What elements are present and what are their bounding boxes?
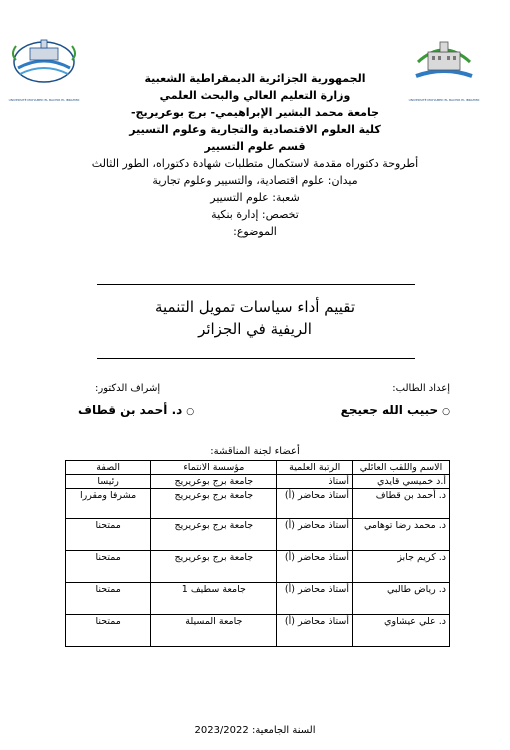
member-name: د. رياض طالبي <box>352 583 449 615</box>
bullet-icon: ○ <box>186 407 195 417</box>
member-name: د. كريم جابز <box>352 551 449 583</box>
member-name: أ.د خميسي قايدي <box>352 475 449 489</box>
subject-label: الموضوع: <box>233 225 277 238</box>
table-row <box>66 475 450 489</box>
member-institution: جامعة برج بوعريريج <box>151 475 277 489</box>
thesis-title <box>0 296 510 340</box>
committee-table <box>65 460 450 647</box>
member-role: ممتحنا <box>66 615 151 647</box>
logo-caption: UNIVERSITÉ MOHAMED EL BACHIR EL IBRAHIMI <box>8 98 80 102</box>
member-rank: أستاذ محاضر (أ) <box>277 583 353 615</box>
header-name: الاسم واللقب العائلي <box>352 461 449 475</box>
ministry-name: وزارة التعليم العالي والبحث العلمي <box>159 89 351 102</box>
committee-title: أعضاء لجنة المناقشة: <box>210 446 300 457</box>
table-row <box>66 519 450 551</box>
supervisor-name-text: د. أحمد بن قطاف <box>78 403 183 417</box>
member-institution: جامعة برج بوعريريج <box>151 519 277 551</box>
student-name-text: حبيب الله جعيجع <box>340 403 439 417</box>
member-institution: جامعة سطيف 1 <box>151 583 277 615</box>
thesis-title-line-2: الريفية في الجزائر <box>198 320 312 338</box>
student-name <box>341 403 450 417</box>
member-rank: أستاذ محاضر (أ) <box>277 551 353 583</box>
member-role: ممتحنا <box>66 519 151 551</box>
header-institution: مؤسسة الانتماء <box>151 461 277 475</box>
academic-year: السنة الجامعية: 2023/2022 <box>194 725 316 736</box>
member-name: د. علي عيشاوي <box>352 615 449 647</box>
table-row <box>66 583 450 615</box>
branch-line: شعبة: علوم التسيير <box>210 191 300 204</box>
member-name: د. أحمد بن قطاف <box>352 489 449 519</box>
field-line: ميدان: علوم اقتصادية، والتسيير وعلوم تجارية <box>152 174 358 187</box>
title-bottom-rule <box>97 358 415 359</box>
table-row <box>66 489 450 519</box>
member-name: د. محمد رضا توهامي <box>352 519 449 551</box>
department-name: قسم علوم التسيير <box>204 140 306 153</box>
header-role: الصفة <box>66 461 151 475</box>
supervisor-name <box>78 403 194 417</box>
member-institution: جامعة برج بوعريريج <box>151 551 277 583</box>
specialty-line: تخصص: إدارة بنكية <box>211 208 299 221</box>
table-header-row <box>66 461 450 475</box>
table-row <box>66 551 450 583</box>
thesis-title-line-1: تقييم أداء سياسات تمويل التنمية <box>154 298 356 316</box>
member-role: ممتحنا <box>66 583 151 615</box>
header-rank: الرتبة العلمية <box>277 461 353 475</box>
member-rank: أستاذ محاضر (أ) <box>277 615 353 647</box>
student-label: إعداد الطالب: <box>392 383 450 394</box>
member-rank: أستاذ <box>277 475 353 489</box>
republic-name: الجمهورية الجزائرية الديمقراطية الشعبية <box>144 72 366 85</box>
logo-caption: UNIVERSITÉ MOHAMED EL BACHIR EL IBRAHIMI <box>408 98 480 102</box>
member-rank: أستاذ محاضر (أ) <box>277 519 353 551</box>
member-institution: جامعة المسيلة <box>151 615 277 647</box>
member-rank: أستاذ محاضر (أ) <box>277 489 353 519</box>
document-header <box>0 70 510 240</box>
faculty-name: كلية العلوم الاقتصادية والتجارية وعلوم التسيير <box>129 123 381 136</box>
table-row <box>66 615 450 647</box>
bullet-icon: ○ <box>442 407 450 417</box>
supervisor-label: إشراف الدكتور: <box>95 383 161 394</box>
member-role: رئيسا <box>66 475 151 489</box>
university-name: جامعة محمد البشير الإبراهيمي- برج بوعريريج- <box>130 106 380 119</box>
member-role: ممتحنا <box>66 551 151 583</box>
title-top-rule <box>97 284 415 285</box>
thesis-statement: أطروحة دكتوراه مقدمة لاستكمال متطلبات شهادة دكتوراه، الطور الثالث <box>91 157 419 170</box>
member-role: مشرفا ومقررا <box>66 489 151 519</box>
member-institution: جامعة برج بوعريريج <box>151 489 277 519</box>
